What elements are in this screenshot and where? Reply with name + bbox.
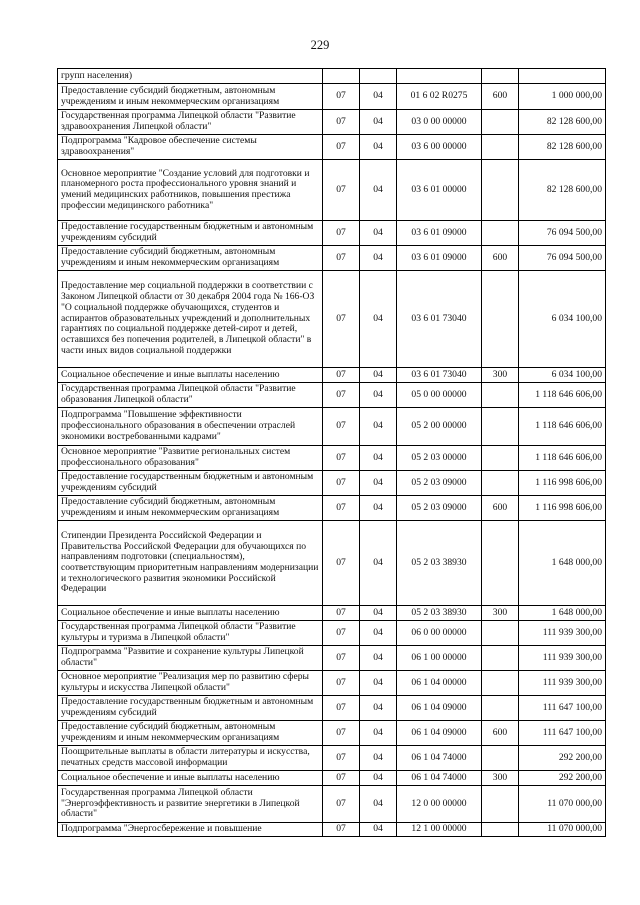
row-target-code: 06 1 04 00000: [397, 671, 482, 696]
table-row: [58, 221, 606, 246]
row-amount: 111 939 300,00: [519, 621, 606, 646]
table-row: [58, 446, 606, 471]
table-row: [58, 521, 606, 606]
row-section: 07: [323, 110, 360, 135]
row-subsection: 04: [360, 606, 397, 621]
table-row: [58, 646, 606, 671]
row-amount: 6 034 100,00: [519, 368, 606, 383]
row-expense-type: 600: [482, 84, 519, 110]
row-name: Предоставление субсидий бюджетным, автономным учреждениям и иным некоммерческим организациям: [58, 496, 323, 521]
row-expense-type: [482, 646, 519, 671]
row-section: 07: [323, 696, 360, 721]
row-amount: [519, 69, 606, 84]
table-row: [58, 746, 606, 771]
row-section: 07: [323, 671, 360, 696]
table-row: [58, 671, 606, 696]
table-row: [58, 786, 606, 823]
row-expense-type: 300: [482, 771, 519, 786]
row-section: 07: [323, 721, 360, 746]
table-row: [58, 471, 606, 496]
row-name: Социальное обеспечение и иные выплаты населению: [58, 771, 323, 786]
row-name: Стипендии Президента Российской Федерации и Правительства Российской Федерации для обучающихся по направлениям подготовки (специальностям), соответствующим приоритетным направлениям модернизации и технологического развития экономики Российской Федерации: [58, 521, 323, 606]
row-section: 07: [323, 646, 360, 671]
row-name: Предоставление государственным бюджетным и автономным учреждениям субсидий: [58, 471, 323, 496]
row-expense-type: [482, 110, 519, 135]
row-expense-type: [482, 621, 519, 646]
row-expense-type: 600: [482, 246, 519, 271]
row-subsection: 04: [360, 696, 397, 721]
row-expense-type: [482, 823, 519, 837]
row-target-code: 06 1 04 74000: [397, 771, 482, 786]
page-number: 229: [310, 38, 330, 52]
table-row: [58, 606, 606, 621]
row-subsection: 04: [360, 383, 397, 408]
row-expense-type: [482, 671, 519, 696]
row-subsection: 04: [360, 110, 397, 135]
row-amount: 11 070 000,00: [519, 786, 606, 823]
row-section: 07: [323, 471, 360, 496]
row-section: 07: [323, 246, 360, 271]
row-name: Основное мероприятие "Развитие региональных систем профессионального образования": [58, 446, 323, 471]
row-section: 07: [323, 746, 360, 771]
row-subsection: 04: [360, 646, 397, 671]
row-target-code: 05 2 03 09000: [397, 471, 482, 496]
row-name: Государственная программа Липецкой области "Энергоэффективность и развитие энергетики в Липецкой области": [58, 786, 323, 823]
row-amount: 11 070 000,00: [519, 823, 606, 837]
row-subsection: 04: [360, 246, 397, 271]
row-section: 07: [323, 446, 360, 471]
table-row: [58, 621, 606, 646]
row-target-code: 06 0 00 00000: [397, 621, 482, 646]
row-amount: 76 094 500,00: [519, 221, 606, 246]
row-subsection: 04: [360, 446, 397, 471]
row-subsection: 04: [360, 671, 397, 696]
row-name: Государственная программа Липецкой области "Развитие культуры и туризма в Липецкой области": [58, 621, 323, 646]
row-name: Подпрограмма "Развитие и сохранение культуры Липецкой области": [58, 646, 323, 671]
row-amount: 82 128 600,00: [519, 110, 606, 135]
row-name: Предоставление государственным бюджетным и автономным учреждениям субсидий: [58, 696, 323, 721]
row-name: Основное мероприятие "Реализация мер по развитию сферы культуры и искусства Липецкой области": [58, 671, 323, 696]
row-target-code: 05 0 00 00000: [397, 383, 482, 408]
row-amount: 111 647 100,00: [519, 696, 606, 721]
row-section: 07: [323, 84, 360, 110]
row-subsection: 04: [360, 135, 397, 160]
row-amount: 1 118 646 606,00: [519, 446, 606, 471]
row-section: 07: [323, 823, 360, 837]
row-amount: 292 200,00: [519, 771, 606, 786]
row-subsection: 04: [360, 271, 397, 368]
table-row: [58, 110, 606, 135]
row-target-code: 03 6 01 09000: [397, 246, 482, 271]
row-expense-type: [482, 446, 519, 471]
row-target-code: 05 2 00 00000: [397, 408, 482, 446]
row-section: 07: [323, 521, 360, 606]
table-row: [58, 383, 606, 408]
table-row: [58, 246, 606, 271]
row-name: Предоставление мер социальной поддержки в соответствии с Законом Липецкой области от 30 декабря 2004 года № 166-ОЗ "О социальной поддержке обучающихся, студентов и аспирантов образовательных учреждений и дополнительных гарантиях по социальной поддержке детей-сирот и детей, оставшихся без попечения родителей, в Липецкой области" в части иных видов социальной поддержки: [58, 271, 323, 368]
row-expense-type: [482, 408, 519, 446]
row-name: Подпрограмма "Кадровое обеспечение системы здравоохранения": [58, 135, 323, 160]
row-name: Поощрительные выплаты в области литературы и искусства, печатных средств массовой информации: [58, 746, 323, 771]
row-target-code: 12 0 00 00000: [397, 786, 482, 823]
row-amount: 1 118 646 606,00: [519, 408, 606, 446]
table-row: [58, 69, 606, 84]
row-subsection: 04: [360, 471, 397, 496]
row-target-code: 05 2 03 09000: [397, 496, 482, 521]
row-section: 07: [323, 160, 360, 221]
row-target-code: 01 6 02 R0275: [397, 84, 482, 110]
row-target-code: 06 1 04 09000: [397, 696, 482, 721]
row-expense-type: [482, 471, 519, 496]
row-subsection: 04: [360, 221, 397, 246]
row-expense-type: [482, 521, 519, 606]
row-subsection: 04: [360, 746, 397, 771]
row-section: 07: [323, 368, 360, 383]
row-target-code: 06 1 04 74000: [397, 746, 482, 771]
table-row: [58, 408, 606, 446]
table-row: [58, 368, 606, 383]
row-subsection: 04: [360, 408, 397, 446]
table-row: [58, 135, 606, 160]
row-subsection: 04: [360, 84, 397, 110]
row-name: Подпрограмма "Повышение эффективности профессионального образования в обеспечении отраслей экономики востребованными кадрами": [58, 408, 323, 446]
table-row: [58, 271, 606, 368]
row-section: 07: [323, 271, 360, 368]
row-amount: 1 118 646 606,00: [519, 383, 606, 408]
row-name: Государственная программа Липецкой области "Развитие образования Липецкой области": [58, 383, 323, 408]
row-amount: 111 939 300,00: [519, 671, 606, 696]
row-name: Предоставление субсидий бюджетным, автономным учреждениям и иным некоммерческим организациям: [58, 246, 323, 271]
row-name: Государственная программа Липецкой области "Развитие здравоохранения Липецкой области": [58, 110, 323, 135]
row-target-code: 03 6 01 09000: [397, 221, 482, 246]
row-expense-type: [482, 221, 519, 246]
row-amount: 6 034 100,00: [519, 271, 606, 368]
row-amount: 1 648 000,00: [519, 606, 606, 621]
row-target-code: 03 6 01 73040: [397, 368, 482, 383]
row-expense-type: 600: [482, 721, 519, 746]
row-target-code: [397, 69, 482, 84]
row-amount: 1 116 998 606,00: [519, 471, 606, 496]
row-name: Основное мероприятие "Создание условий для подготовки и планомерного роста профессионального уровня знаний и умений медицинских работников, повышения престижа профессии медицинского работника": [58, 160, 323, 221]
row-subsection: [360, 69, 397, 84]
row-subsection: 04: [360, 160, 397, 221]
row-section: 07: [323, 496, 360, 521]
row-expense-type: 600: [482, 496, 519, 521]
table-row: [58, 84, 606, 110]
row-section: 07: [323, 621, 360, 646]
row-name: Предоставление субсидий бюджетным, автономным учреждениям и иным некоммерческим организациям: [58, 721, 323, 746]
table-row: [58, 696, 606, 721]
row-name: групп населения): [58, 69, 323, 84]
row-amount: 76 094 500,00: [519, 246, 606, 271]
row-subsection: 04: [360, 368, 397, 383]
row-subsection: 04: [360, 496, 397, 521]
row-expense-type: [482, 69, 519, 84]
row-expense-type: [482, 383, 519, 408]
row-amount: 292 200,00: [519, 746, 606, 771]
row-name: Предоставление государственным бюджетным и автономным учреждениям субсидий: [58, 221, 323, 246]
row-name: Подпрограмма "Энергосбережение и повышение: [58, 823, 323, 837]
row-target-code: 05 2 03 00000: [397, 446, 482, 471]
row-target-code: 06 1 00 00000: [397, 646, 482, 671]
row-amount: 1 116 998 606,00: [519, 496, 606, 521]
table-row: [58, 823, 606, 837]
row-target-code: 03 6 00 00000: [397, 135, 482, 160]
row-subsection: 04: [360, 771, 397, 786]
row-subsection: 04: [360, 721, 397, 746]
row-amount: 111 939 300,00: [519, 646, 606, 671]
row-subsection: 04: [360, 823, 397, 837]
row-name: Предоставление субсидий бюджетным, автономным учреждениям и иным некоммерческим организациям: [58, 84, 323, 110]
row-name: Социальное обеспечение и иные выплаты населению: [58, 606, 323, 621]
row-expense-type: 300: [482, 606, 519, 621]
table-row: [58, 771, 606, 786]
row-section: 07: [323, 383, 360, 408]
row-name: Социальное обеспечение и иные выплаты населению: [58, 368, 323, 383]
row-target-code: 12 1 00 00000: [397, 823, 482, 837]
row-amount: 1 648 000,00: [519, 521, 606, 606]
row-amount: 1 000 000,00: [519, 84, 606, 110]
row-expense-type: [482, 271, 519, 368]
row-section: 07: [323, 786, 360, 823]
row-subsection: 04: [360, 521, 397, 606]
row-target-code: 03 6 01 73040: [397, 271, 482, 368]
row-target-code: 03 6 01 00000: [397, 160, 482, 221]
row-expense-type: [482, 160, 519, 221]
row-amount: 82 128 600,00: [519, 135, 606, 160]
row-section: [323, 69, 360, 84]
row-target-code: 03 0 00 00000: [397, 110, 482, 135]
row-expense-type: [482, 696, 519, 721]
budget-table: [57, 68, 606, 837]
row-amount: 111 647 100,00: [519, 721, 606, 746]
row-expense-type: [482, 746, 519, 771]
row-section: 07: [323, 771, 360, 786]
row-target-code: 05 2 03 38930: [397, 521, 482, 606]
row-expense-type: [482, 786, 519, 823]
table-row: [58, 160, 606, 221]
row-expense-type: 300: [482, 368, 519, 383]
row-section: 07: [323, 606, 360, 621]
row-expense-type: [482, 135, 519, 160]
row-section: 07: [323, 221, 360, 246]
table-row: [58, 721, 606, 746]
row-section: 07: [323, 135, 360, 160]
row-subsection: 04: [360, 621, 397, 646]
row-target-code: 06 1 04 09000: [397, 721, 482, 746]
row-target-code: 05 2 03 38930: [397, 606, 482, 621]
row-amount: 82 128 600,00: [519, 160, 606, 221]
row-section: 07: [323, 408, 360, 446]
row-subsection: 04: [360, 786, 397, 823]
table-row: [58, 496, 606, 521]
